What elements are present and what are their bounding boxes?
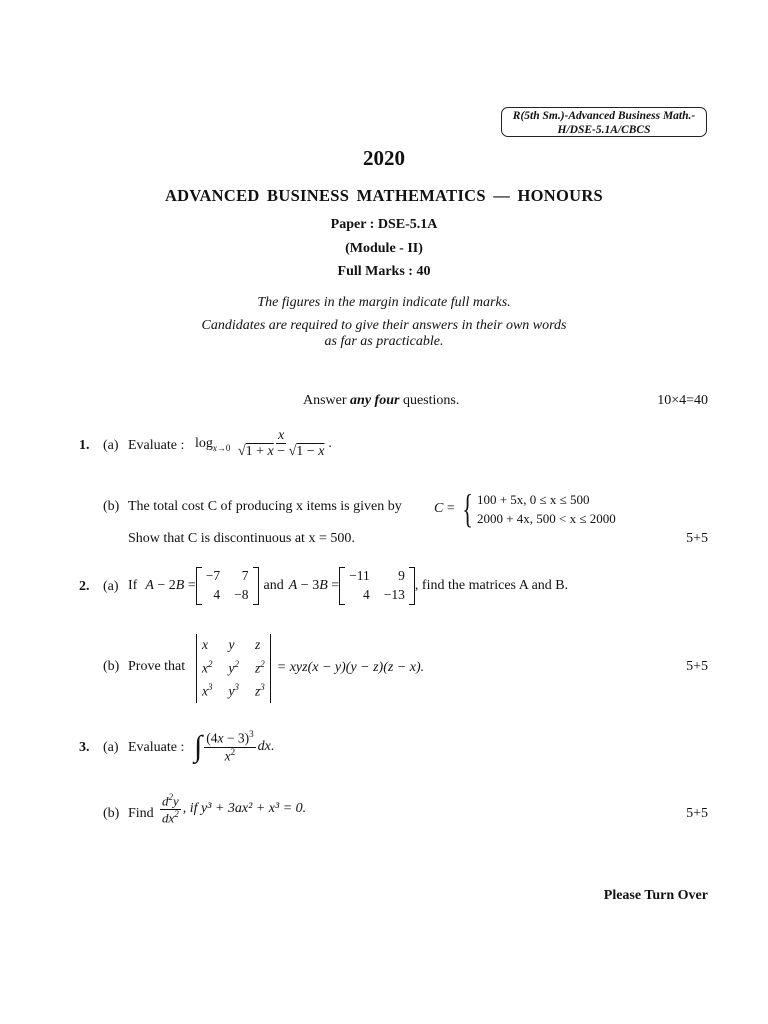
total-marks: 10×4=40 — [657, 393, 708, 408]
q1a-text: Evaluate : — [128, 438, 185, 453]
q2a-tail: , find the matrices A and B. — [414, 578, 569, 593]
matrix-2: −11 9 4 −13 — [339, 567, 415, 605]
q1a-expression: $\log_{x\to 0}$ $\frac{x}{√1 + x - √1 - x}$ . — [195, 428, 332, 460]
q3-number: 3. — [79, 740, 90, 755]
q1b-case2: 2000 + 4x, 500 < x ≤ 2000 — [476, 511, 616, 526]
q1b-piecewise: C = { 100 + 5x, 0 ≤ x ≤ 500 2000 + 4x, 500 < x ≤ 2000 — [434, 486, 616, 531]
q1a-label: (a) — [103, 438, 119, 453]
instruction-line1: The figures in the margin indicate full marks. — [257, 295, 511, 310]
q2b-text: Prove that — [128, 659, 186, 674]
please-turn-over: Please Turn Over — [603, 888, 708, 903]
q3a-label: (a) — [103, 740, 119, 755]
paper-label: Paper : DSE-5.1A — [330, 217, 438, 232]
instruction-line2: Candidates are required to give their answers in their own words — [201, 318, 567, 333]
paper-code-line1: R(5th Sm.)-Advanced Business Math.- — [512, 110, 696, 122]
instruction-line3: as far as practicable. — [324, 334, 444, 349]
q3-marks: 5+5 — [686, 806, 708, 821]
q2a-line: If A − 2 B = −7 7 4 −8 and A − 3 B = −11 9 4 −13 , find the matrices A and B. — [128, 566, 568, 606]
q3b-condition: , if y³ + 3ax² + x³ = 0. — [182, 801, 307, 817]
q2b-determinant-line — [196, 635, 424, 701]
exam-year: 2020 — [363, 146, 405, 170]
q2b-label: (b) — [103, 659, 120, 674]
full-marks: Full Marks : 40 — [337, 264, 431, 279]
q3b-derivative: $\frac{d^2y}{dx^2}$ , if y³ + 3ax² + x³ = 0. — [162, 792, 307, 825]
module-label: (Module - II) — [345, 241, 423, 256]
q3a-text: Evaluate : — [128, 740, 185, 755]
matrix-1: −7 7 4 −8 — [196, 567, 259, 605]
subject-title: ADVANCED BUSINESS MATHEMATICS — HONOURS — [164, 186, 604, 205]
q1b-text: The total cost C of producing x items is given by — [128, 499, 402, 514]
answer-emphasis: any four — [350, 393, 400, 408]
q3b-text: Find — [128, 806, 154, 821]
q1-marks: 5+5 — [686, 531, 708, 546]
q2-number: 2. — [79, 579, 90, 594]
q2a-if: If — [128, 578, 138, 593]
q2b-rhs: = xyz(x − y)(y − z)(z − x). — [276, 660, 425, 675]
q2a-label: (a) — [103, 579, 119, 594]
q3b-label: (b) — [103, 806, 120, 821]
q3a-integral: ∫ $\frac{(4x - 3)^3}{x^2}$ dx . — [194, 729, 275, 763]
q1b-show: Show that C is discontinuous at x = 500. — [128, 531, 355, 546]
paper-code-line2: H/DSE-5.1A/CBCS — [557, 124, 651, 136]
answer-instruction: Answer any four questions. — [303, 393, 460, 408]
q2a-and: and — [263, 578, 284, 593]
q1b-case1: 100 + 5x, 0 ≤ x ≤ 500 — [476, 492, 590, 507]
q1b-label: (b) — [103, 499, 120, 514]
q1-number: 1. — [79, 438, 90, 453]
q2-marks: 5+5 — [686, 659, 708, 674]
determinant: x y z $x^2$ $y^2$ $z^2$ $x^3$ $y^3$ $z^3$ — [196, 634, 271, 703]
paper-code-box — [501, 107, 707, 137]
